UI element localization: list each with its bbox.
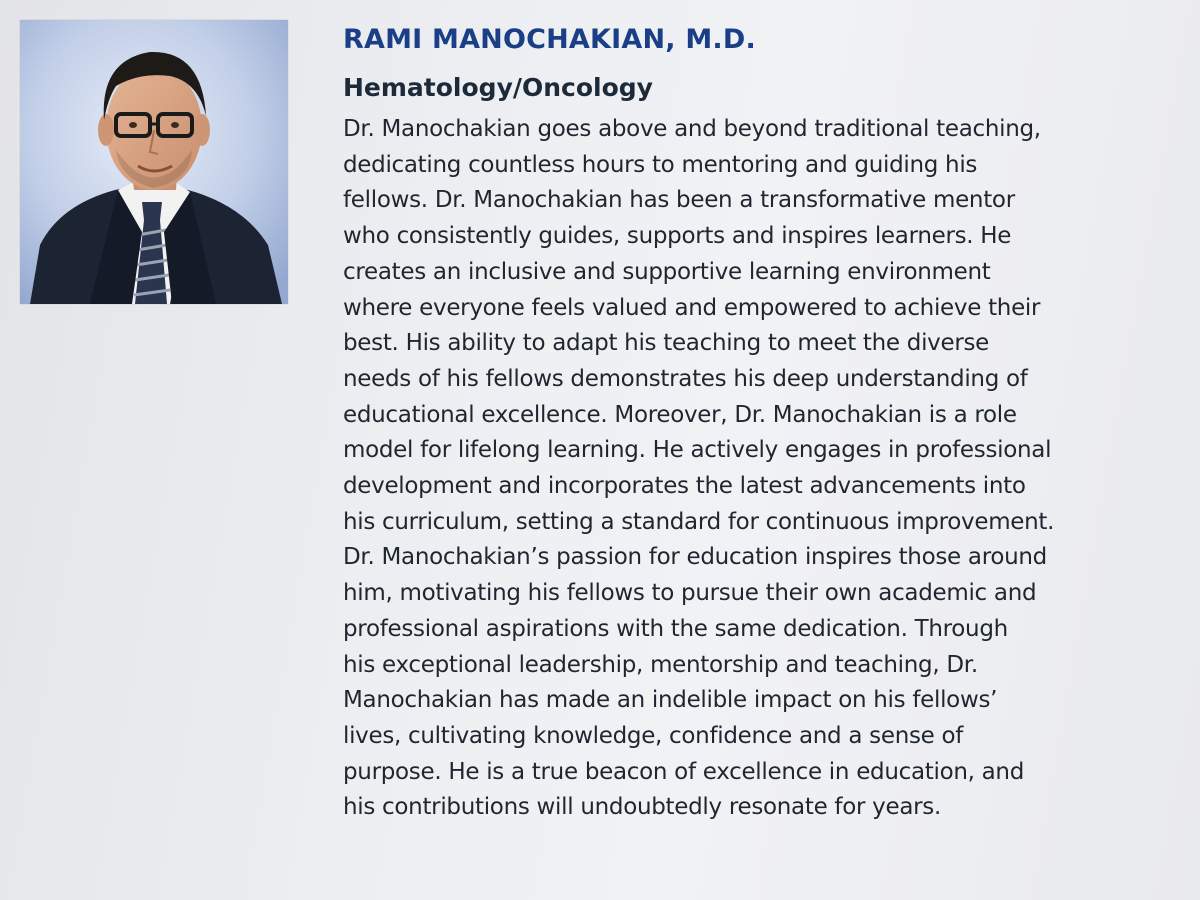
citation-line: needs of his fellows demonstrates his deep understanding of — [343, 365, 1028, 392]
citation-line: where everyone feels valued and empowered to achieve their — [343, 294, 1041, 321]
citation-line: lives, cultivating knowledge, confidence and a sense of — [343, 722, 964, 749]
citation-line: dedicating countless hours to mentoring and guiding his — [343, 151, 978, 178]
department-title: Hematology/Oncology — [343, 73, 653, 102]
citation-line: creates an inclusive and supportive learning environment — [343, 258, 991, 285]
honoree-name: RAMI MANOCHAKIAN, M.D. — [343, 24, 756, 55]
citation-line: him, motivating his fellows to pursue their own academic and — [343, 580, 1037, 607]
citation-line: development and incorporates the latest advancements into — [343, 473, 1026, 500]
citation-line: Dr. Manochakian’s passion for education inspires those around — [343, 544, 1047, 571]
citation-line: educational excellence. Moreover, Dr. Manochakian is a role — [343, 401, 1017, 428]
citation-line: Manochakian has made an indelible impact on his fellows’ — [343, 687, 998, 714]
citation-line: professional aspirations with the same dedication. Through — [343, 615, 1008, 642]
citation-line: model for lifelong learning. He actively engages in professional — [343, 437, 1052, 464]
citation-line: purpose. He is a true beacon of excellence in education, and — [343, 758, 1025, 785]
citation-line: Dr. Manochakian goes above and beyond traditional teaching, — [343, 116, 1041, 142]
profile-text-column — [343, 20, 1178, 826]
citation-line: fellows. Dr. Manochakian has been a transformative mentor — [343, 187, 1015, 214]
citation-line: who consistently guides, supports and inspires learners. He — [343, 223, 1012, 250]
citation-line: his curriculum, setting a standard for continuous improvement. — [343, 508, 1055, 535]
citation-paragraph — [343, 112, 1178, 826]
citation-line: best. His ability to adapt his teaching to meet the diverse — [343, 330, 990, 357]
citation-line: his contributions will undoubtedly resonate for years. — [343, 794, 941, 821]
citation-line: his exceptional leadership, mentorship and teaching, Dr. — [343, 651, 978, 678]
portrait-photo — [20, 20, 288, 304]
